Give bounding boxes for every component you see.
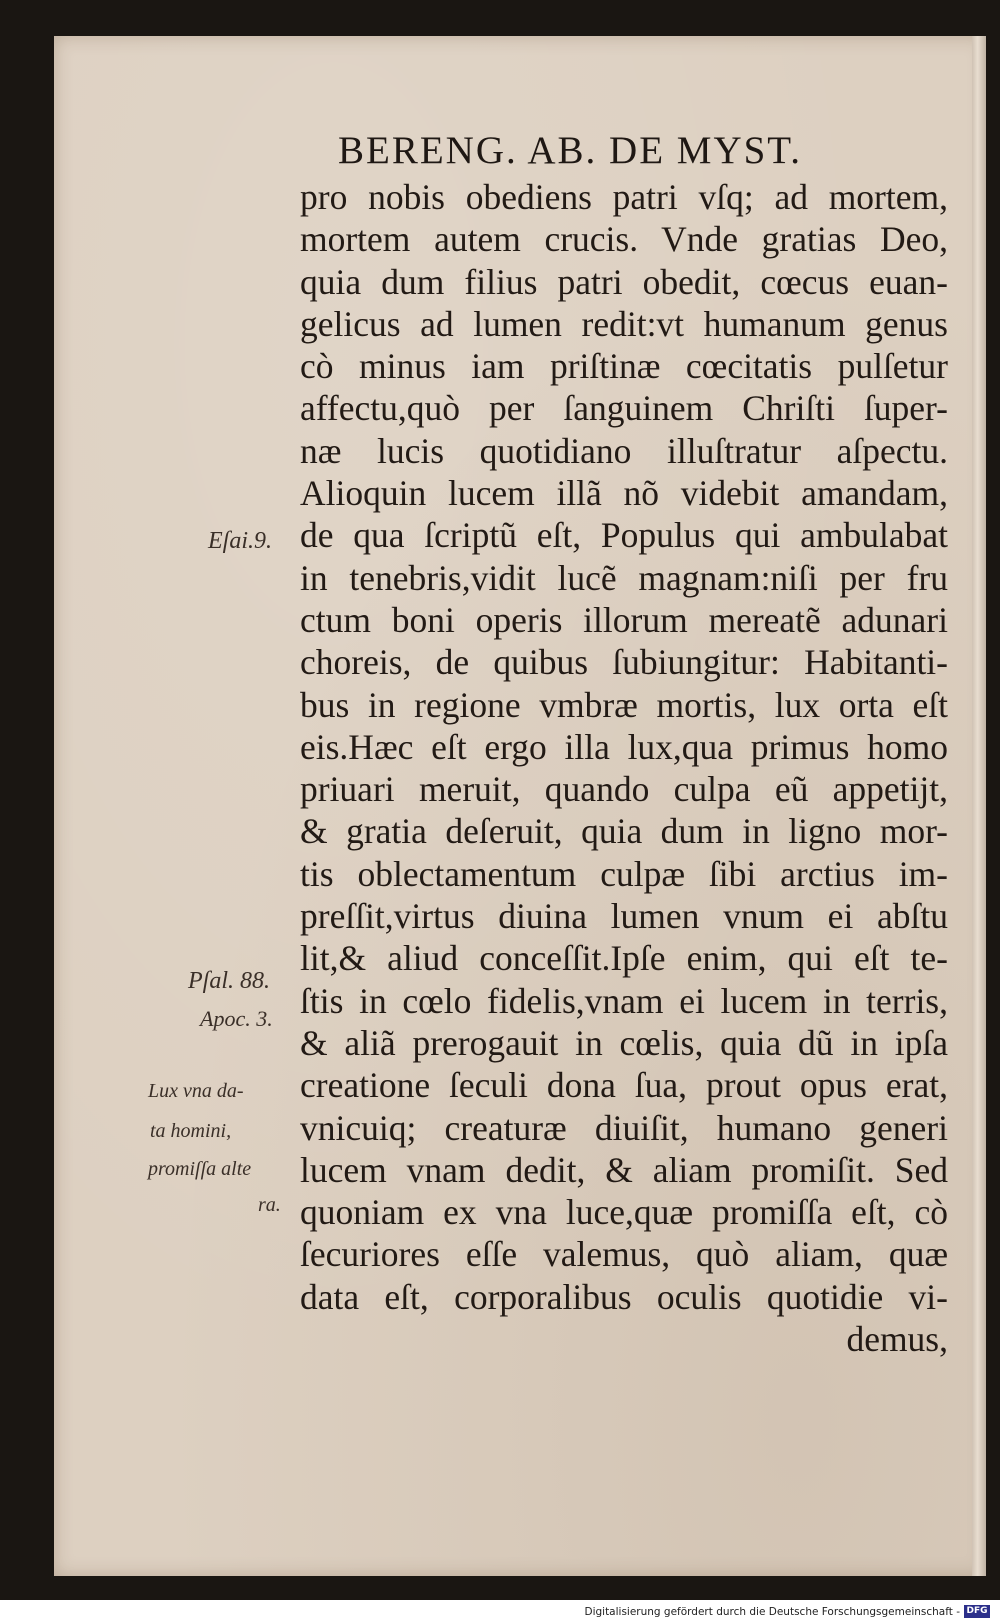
text-line: eis.Hæc eſt ergo illa lux,qua primus homo — [300, 726, 948, 767]
text-line: cò minus iam priſtinæ cœcitatis pulſetur — [300, 346, 948, 387]
text-line: ſecuriores eſſe valemus, quò aliam, quæ — [300, 1234, 948, 1275]
dfg-logo: DFG — [964, 1605, 990, 1618]
text-line: lucem vnam dedit, & aliam promiſit. Sed — [300, 1149, 948, 1190]
text-line: ctum boni operis illorum mereatẽ adunari — [300, 599, 948, 640]
text-line: ſtis in cœlo fidelis,vnam ei lucem in terris, — [300, 980, 948, 1021]
text-line: de qua ſcriptũ eſt, Populus qui ambulabat — [300, 515, 948, 556]
margin-note-apoc: Apoc. 3. — [200, 1006, 273, 1031]
text-line: in tenebris,vidit lucẽ magnam:niſi per fru — [300, 557, 948, 598]
text-line: pro nobis obediens patri vſq; ad mortem, — [300, 177, 948, 217]
text-line: choreis, de quibus ſubiungitur: Habitanti- — [300, 642, 948, 683]
text-line: demus, — [846, 1319, 948, 1360]
text-line: & aliã prerogauit in cœlis, quia dũ in ipſa — [300, 1022, 948, 1063]
margin-note-psal: Pſal. 88. — [188, 968, 270, 994]
text-line: næ lucis quotidiano illuſtratur aſpectu. — [300, 430, 948, 471]
text-line: & gratia deſeruit, quia dum in ligno mor- — [300, 811, 948, 852]
text-line: affectu,quò per ſanguinem Chriſti ſuper- — [300, 388, 948, 429]
text-line: data eſt, corporalibus oculis quotidie vi- — [300, 1276, 948, 1317]
text-line: mortem autem crucis. Vnde gratias Deo, — [300, 219, 948, 260]
text-line: quia dum filius patri obedit, cœcus euan- — [300, 261, 948, 302]
running-title: BERENG. AB. DE MYST. — [338, 129, 802, 172]
text-line: gelicus ad lumen redit:vt humanum genus — [300, 303, 948, 344]
text-line: bus in regione vmbræ mortis, lux orta eſt — [300, 684, 948, 725]
text-line: priuari meruit, quando culpa eũ appetijt, — [300, 769, 948, 810]
margin-note-lux-line3: promiſſa alte — [148, 1158, 252, 1180]
text-line: quoniam ex vna luce,quæ promiſſa eſt, cò — [300, 1192, 948, 1233]
text-line: preſſit,virtus diuina lumen vnum ei abſtu — [300, 896, 948, 937]
margin-note-lux-line4: ra. — [258, 1194, 281, 1216]
margin-note-esai: Eſai.9. — [208, 528, 272, 554]
text-line: tis oblectamentum culpæ ſibi arctius im- — [300, 853, 948, 894]
text-line: vnicuiq; creaturæ diuiſit, humano generi — [300, 1107, 948, 1148]
margin-note-lux-line1: Lux vna da- — [148, 1080, 244, 1102]
page-edge — [972, 36, 986, 1576]
body-text — [300, 176, 948, 1360]
text-line: creatione ſeculi dona ſua, prout opus erat, — [300, 1065, 948, 1106]
footer-credit: Digitalisierung gefördert durch die Deutsche Forschungsgemeinschaft - — [584, 1606, 960, 1618]
text-line: Alioquin lucem illã nõ videbit amandam, — [300, 473, 948, 514]
margin-note-lux-line2: ta homini, — [150, 1120, 232, 1142]
text-line: lit,& aliud conceſſit.Ipſe enim, qui eſt te- — [300, 938, 948, 979]
